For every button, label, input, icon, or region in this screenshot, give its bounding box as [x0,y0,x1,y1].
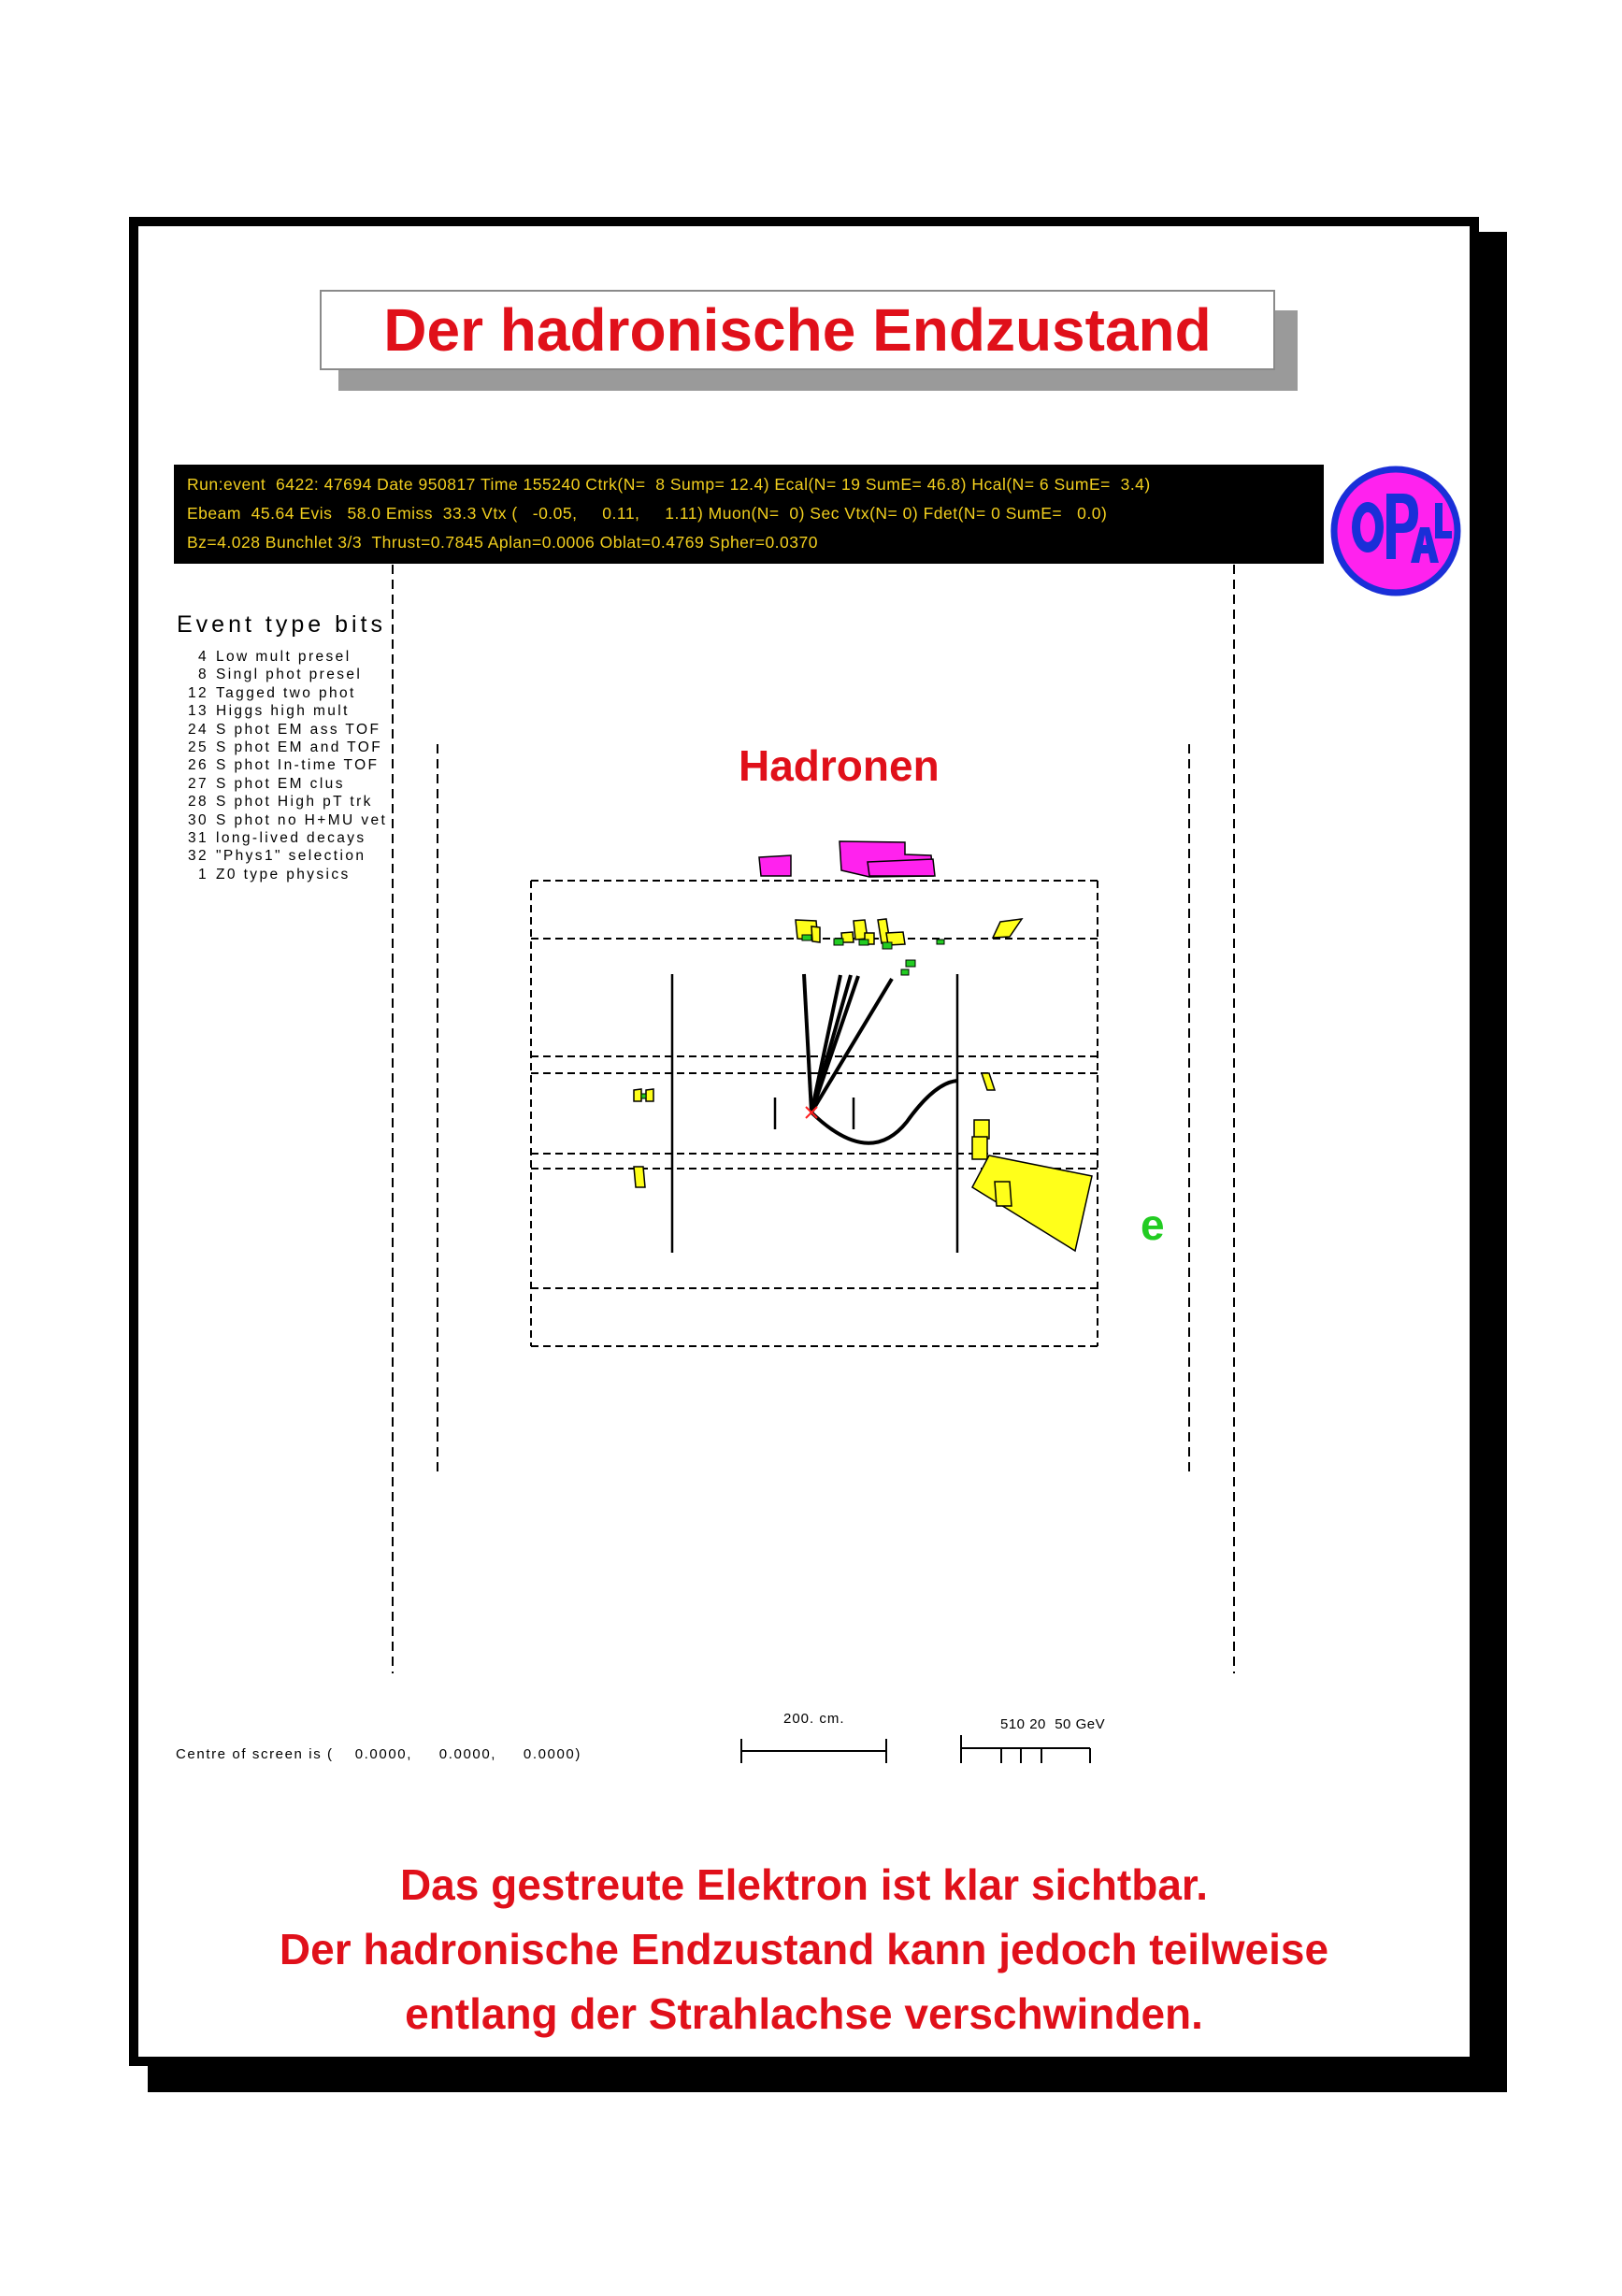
ecal-cluster [811,926,820,942]
bit-label: Low mult presel [216,649,352,665]
bit-label: Singl phot presel [216,667,363,683]
centre-of-screen: Centre of screen is ( 0.0000, 0.0000, 0.0000) [176,1746,581,1762]
hcal-clusters [759,841,935,877]
info-line-ebeam: Ebeam 45.64 Evis 58.0 Emiss 33.3 Vtx ( -0.05, 0.11, 1.11) Muon(N= 0) Sec Vtx(N= 0) Fdet(N= 0 SumE= 0.0) [187,504,1108,523]
ecal-clusters [634,919,1092,1251]
bit-label: S phot no H+MU vet [216,811,388,828]
bit-number: 24 [187,721,208,738]
bit-number: 25 [187,739,208,756]
bit-label: Z0 type physics [216,866,351,883]
hcal-cluster [759,855,791,876]
small-cluster [937,940,944,944]
hcal-cluster [868,859,935,876]
bit-label: S phot EM ass TOF [216,721,381,738]
caption [178,1853,1430,2046]
caption-line: Der hadronische Endzustand kann jedoch teilweise [279,1925,1329,1973]
small-cluster [906,960,915,967]
ecal-cluster [634,1089,641,1101]
bit-number: 13 [187,703,208,720]
small-cluster [641,1094,646,1098]
bit-number: 30 [187,811,208,828]
bit-label: S phot High pT trk [216,794,373,811]
ecal-cluster [646,1089,653,1101]
ecal-cluster [982,1073,995,1090]
curved-track [811,1081,957,1143]
ecal-cluster [634,1167,645,1187]
info-line-thrust: Bz=4.028 Bunchlet 3/3 Thrust=0.7845 Aplan=0.0006 Oblat=0.4769 Spher=0.0370 [187,533,818,552]
bit-label: Higgs high mult [216,703,350,720]
info-line-run: Run:event 6422: 47694 Date 950817 Time 155240 Ctrk(N= 8 Sump= 12.4) Ecal(N= 19 SumE= 46.8) Hcal(N= 6 SumE= 3.4) [187,475,1151,494]
event-type-bits-title: Event type bits [177,611,386,638]
scale-length-label: 200. cm. [783,1711,845,1727]
bit-number: 1 [197,866,208,883]
bit-number: 32 [187,848,208,865]
bit-number: 31 [187,830,208,847]
hadronen-label: Hadronen [739,741,940,790]
ecal-cluster [995,1182,1012,1206]
bit-number: 8 [197,667,208,683]
caption-line: Das gestreute Elektron ist klar sichtbar. [399,1860,1209,1909]
small-cluster [802,935,811,940]
ecal-cluster [974,1120,989,1139]
bit-label: S phot EM and TOF [216,739,383,756]
bit-number: 12 [187,684,208,701]
bit-label: "Phys1" selection [216,848,366,865]
charged-track [804,974,811,1112]
ecal-cluster [993,919,1022,938]
bit-label: long-lived decays [216,830,366,847]
electron-label: e [1141,1200,1165,1249]
small-cluster [883,942,892,949]
bit-number: 4 [197,649,208,665]
scale-energy-label: 510 20 50 GeV [1000,1716,1106,1732]
small-cluster [859,940,868,945]
bit-label: S phot In-time TOF [216,757,380,774]
bit-label: Tagged two phot [216,684,356,701]
bit-number: 28 [187,794,208,811]
small-cluster [834,939,843,945]
caption-line: entlang der Strahlachse verschwinden. [405,1989,1203,2038]
slide-title: Der hadronische Endzustand [320,290,1275,370]
ecal-cluster [972,1137,987,1159]
bit-number: 26 [187,757,208,774]
bit-label: S phot EM clus [216,775,345,792]
small-cluster [901,969,909,975]
electron-cluster [972,1155,1092,1251]
bit-number: 27 [187,775,208,792]
